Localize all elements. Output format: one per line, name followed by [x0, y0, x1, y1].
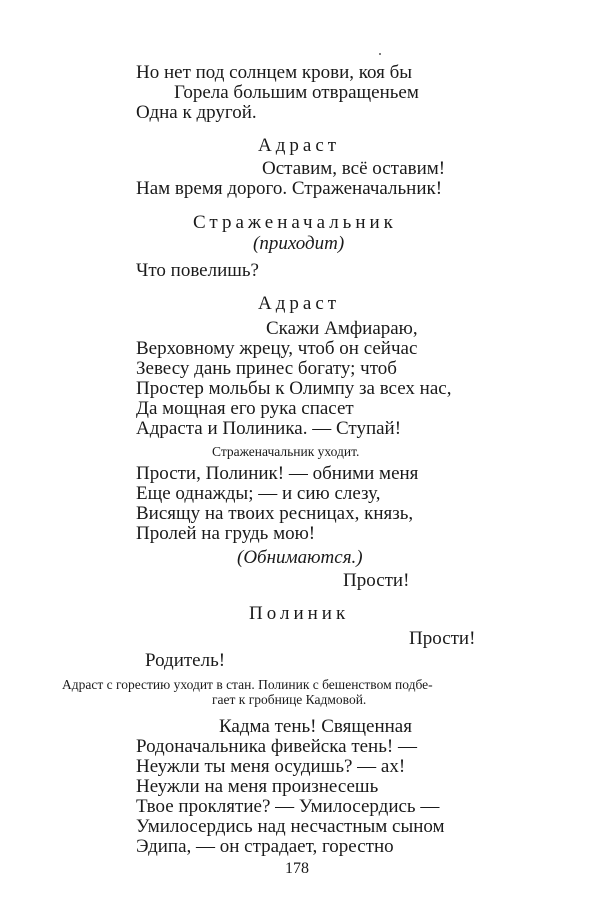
stage-direction: Страженачальник уходит. — [212, 444, 360, 459]
verse-line: Висящу на твоих ресницах, князь, — [136, 503, 414, 524]
verse-line: Родоначальника фивейска тень! — — [136, 736, 417, 757]
verse-line: Горела большим отвращеньем — [174, 82, 419, 103]
verse-line: Адраста и Полиника. — Ступай! — [136, 418, 402, 439]
verse-line: Кадма тень! Священная — [219, 716, 412, 737]
verse-line: Пролей на грудь мою! — [136, 523, 316, 544]
speaker-name: Полиник — [249, 603, 350, 624]
verse-line: Оставим, всё оставим! — [262, 158, 446, 179]
verse-line: Прости, Полиник! — обними меня — [136, 463, 419, 484]
speaker-name: Адраст — [258, 293, 341, 314]
verse-line: Но нет под солнцем крови, коя бы — [136, 62, 413, 83]
margin-speck — [379, 53, 381, 55]
verse-line: Зевесу дань принес богату; чтоб — [136, 358, 397, 379]
verse-line: Еще однажды; — и сию слезу, — [136, 483, 381, 504]
verse-line: Что повелишь? — [136, 260, 259, 281]
stage-direction: (Обнимаются.) — [237, 547, 363, 568]
page-number: 178 — [285, 860, 309, 877]
verse-line: Прости! — [343, 570, 410, 591]
verse-line: Верховному жрецу, чтоб он сейчас — [136, 338, 418, 359]
verse-line: Простер мольбы к Олимпу за всех нас, — [136, 378, 452, 399]
verse-line: Родитель! — [145, 650, 226, 671]
verse-line: Одна к другой. — [136, 102, 257, 123]
verse-line: Нам время дорого. Страженачальник! — [136, 178, 443, 199]
stage-direction: (приходит) — [253, 233, 345, 254]
verse-line: Скажи Амфиараю, — [266, 318, 418, 339]
speaker-name: Страженачальник — [193, 212, 397, 233]
verse-line: Эдипа, — он страдает, горестно — [136, 836, 394, 857]
speaker-name: Адраст — [258, 135, 341, 156]
verse-line: Да мощная его рука спасет — [136, 398, 354, 419]
verse-line: Неужли ты меня осудишь? — ах! — [136, 756, 406, 777]
verse-line: Неужли на меня произнесешь — [136, 776, 379, 797]
stage-direction: гает к гробнице Кадмовой. — [212, 692, 367, 707]
verse-line: Твое проклятие? — Умилосердись — — [136, 796, 440, 817]
verse-line: Умилосердись над несчастным сыном — [136, 816, 445, 837]
verse-line: Прости! — [409, 628, 476, 649]
stage-direction: Адраст с горестию уходит в стан. Полиник с бешенством подбе- — [62, 677, 433, 692]
